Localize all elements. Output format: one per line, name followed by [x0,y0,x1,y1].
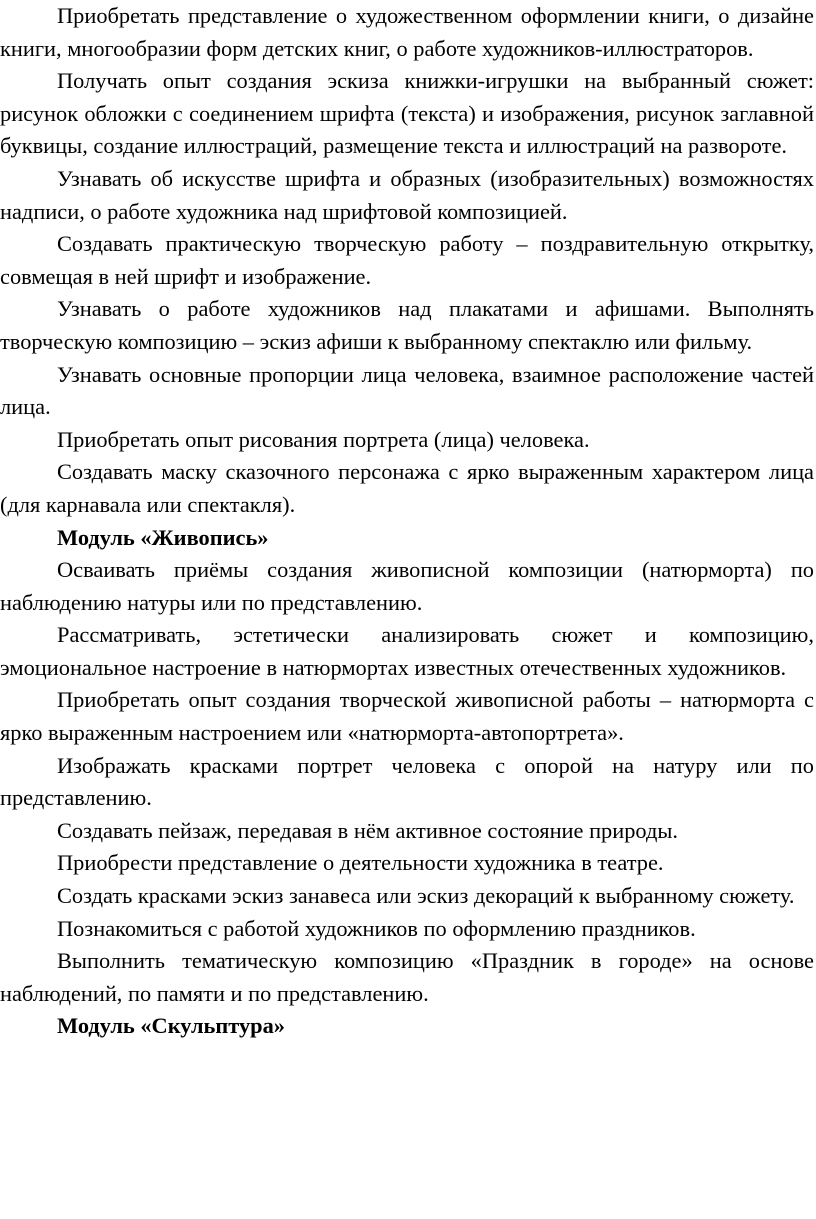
paragraph: Узнавать основные пропорции лица человека, взаимное расположение частей лица. [0,361,814,420]
paragraph: Приобрести представление о деятельности художника в театре. [57,850,664,876]
paragraph: Создавать практическую творческую работу – поздравительную открытку, совмещая в ней шрифт и изображение. [0,231,814,289]
paragraph: Приобретать представление о художественном оформлении книги, о дизайне книги, многообразии форм детских книг, о работе художников-иллюстраторов. [0,3,814,61]
paragraph: Приобретать опыт рисования портрета (лица) человека. [57,426,590,452]
paragraph: Узнавать об искусстве шрифта и образных (изобразительных) возможностях надписи, о работе художника над шрифтовой композицией. [0,165,814,224]
paragraph: Создавать пейзаж, передавая в нём активное состояние природы. [57,817,679,843]
paragraph: Узнавать о работе художников над плакатами и афишами. Выполнять творческую композицию – эскиз афиши к выбранному спектаклю или фильму. [0,296,814,354]
section-heading-painting: Модуль «Живопись» [57,524,269,550]
paragraph: Получать опыт создания эскиза книжки-игрушки на выбранный сюжет: рисунок обложки с соединением шрифта (текста) и изображения, рисунок заглавной буквицы, создание иллюстраций, размещение текста и иллюстраций на развороте. [0,68,814,159]
paragraph: Рассматривать, эстетически анализировать сюжет и композицию, эмоциональное настроение в натюрмортах известных отечественных художников. [0,622,814,680]
paragraph: Создать красками эскиз занавеса или эскиз декораций к выбранному сюжету. [57,883,795,909]
paragraph: Создавать маску сказочного персонажа с ярко выраженным характером лица (для карнавала или спектакля). [0,459,814,517]
paragraph: Приобретать опыт создания творческой живописной работы – натюрморта с ярко выраженным настроением или «натюрморта-автопортрета». [0,687,814,746]
paragraph: Выполнить тематическую композицию «Праздник в городе» на основе наблюдений, по памяти и по представлению. [0,948,814,1006]
section-heading-sculpture: Модуль «Скульптура» [57,1013,285,1039]
paragraph: Изображать красками портрет человека с опорой на натуру или по представлению. [0,752,814,811]
paragraph: Познакомиться с работой художников по оформлению праздников. [57,915,696,941]
paragraph: Осваивать приёмы создания живописной композиции (натюрморта) по наблюдению натуры или по представлению. [0,557,814,615]
